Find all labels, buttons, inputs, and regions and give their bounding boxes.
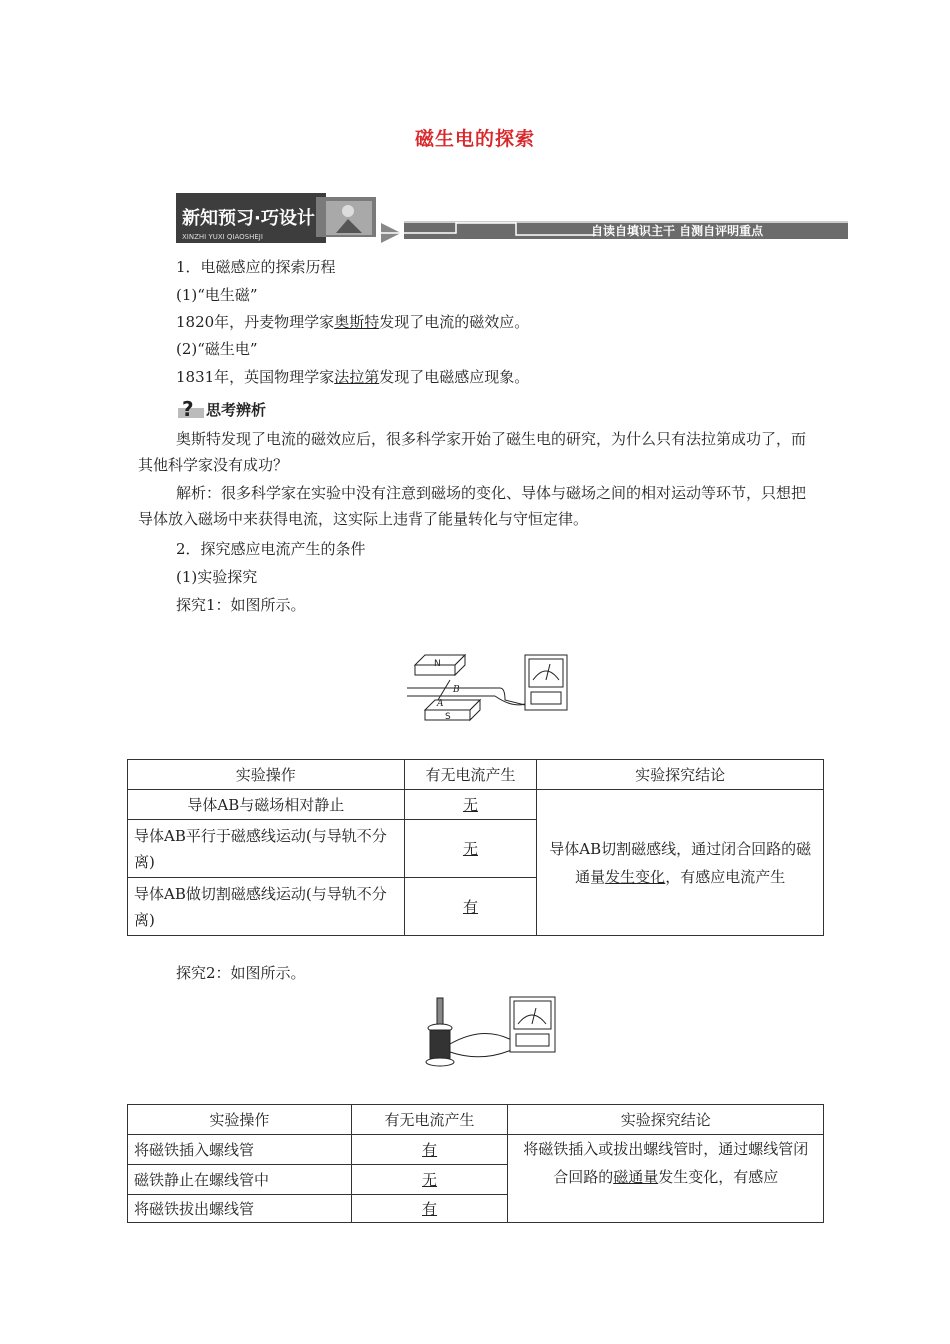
table-row: 导体AB平行于磁感线运动(与导轨不分离) 无 xyxy=(128,820,824,878)
answer-faraday: 法拉第 xyxy=(334,368,380,386)
label-a: A xyxy=(437,699,444,709)
explore1-text: 探究1：如图所示。 xyxy=(176,596,306,614)
table2-result-2: 无 xyxy=(422,1171,438,1189)
think-answer: 解析：很多科学家在实验中没有注意到磁场的变化、导体与磁场之间的相对运动等环节，只想把导体放入磁场中来获得电流，这实际上违背了能量转化与守恒定律。 xyxy=(138,484,807,528)
table2-conclusion: 将磁铁插入或拔出螺线管时，通过螺线管闭合回路的磁通量发生变化，有感应 xyxy=(508,1135,824,1223)
figure-solenoid-magnet xyxy=(425,994,560,1069)
label-b: B xyxy=(453,685,460,695)
table-row: 将磁铁插入螺线管 有 将磁铁插入或拔出螺线管时，通过螺线管闭合回路的磁通量发生变化，有感应 xyxy=(128,1135,824,1165)
table2-header-result: 有无电流产生 xyxy=(351,1105,508,1135)
table1-header-result: 有无电流产生 xyxy=(404,760,537,790)
table1-result-3: 有 xyxy=(462,898,478,916)
table1-header-op: 实验操作 xyxy=(128,760,405,790)
sec1-line2: 1831年，英国物理学家法拉第发现了电磁感应现象。 xyxy=(176,368,530,386)
table2-result-1: 有 xyxy=(422,1141,438,1159)
sec2-heading: 2．探究感应电流产生的条件 xyxy=(176,540,366,558)
think-label: ? 思考辨析 xyxy=(176,398,266,420)
think-question: 奥斯特发现了电流的磁效应后，很多科学家开始了磁生电的研究，为什么只有法拉第成功了，而其他科学家没有成功？ xyxy=(138,430,807,474)
section-banner xyxy=(176,193,848,245)
banner-subtitle: XINZHI YUXI QIAOSHEJI xyxy=(182,233,263,241)
svg-text:?: ? xyxy=(182,398,194,420)
table2-header-conclusion: 实验探究结论 xyxy=(508,1105,824,1135)
table-row: 将磁铁拔出螺线管 有 xyxy=(128,1195,824,1223)
explore2-text: 探究2：如图所示。 xyxy=(176,964,306,982)
table-experiment-2 xyxy=(127,1104,824,1223)
question-mark-icon xyxy=(176,398,206,420)
sec2-sub1: (1)实验探究 xyxy=(176,568,258,586)
table1-conclusion: 导体AB切割磁感线，通过闭合回路的磁通量发生变化，有感应电流产生 xyxy=(537,790,824,936)
sec1-sub2: (2)“磁生电” xyxy=(176,340,258,358)
label-n: N xyxy=(434,659,441,669)
page-title: 磁生电的探索 xyxy=(414,128,535,150)
table1-result-2: 无 xyxy=(462,840,478,858)
sec1-line1: 1820年，丹麦物理学家奥斯特发现了电流的磁效应。 xyxy=(176,313,530,331)
table1-header-conclusion: 实验探究结论 xyxy=(537,760,824,790)
sec1-sub1: (1)“电生磁” xyxy=(176,286,258,304)
banner-tagline: 自读自填识主干 自测自评明重点 xyxy=(591,224,764,238)
banner-title: 新知预习·巧设计 xyxy=(182,208,315,229)
label-s: S xyxy=(445,712,451,722)
table1-result-1: 无 xyxy=(462,796,478,814)
table-row: 导体AB与磁场相对静止 无 导体AB切割磁感线，通过闭合回路的磁通量发生变化，有感应电流产生 xyxy=(128,790,824,820)
table2-result-3: 有 xyxy=(422,1200,438,1218)
table-row: 导体AB做切割磁感线运动(与导轨不分离) 有 xyxy=(128,878,824,936)
table-experiment-1 xyxy=(127,759,824,936)
table2-header-op: 实验操作 xyxy=(128,1105,352,1135)
answer-oersted: 奥斯特 xyxy=(334,313,380,331)
table-row: 磁铁静止在螺线管中 无 xyxy=(128,1165,824,1195)
sec1-heading: 1．电磁感应的探索历程 xyxy=(176,258,336,276)
figure-conductor-magnet xyxy=(405,650,575,725)
